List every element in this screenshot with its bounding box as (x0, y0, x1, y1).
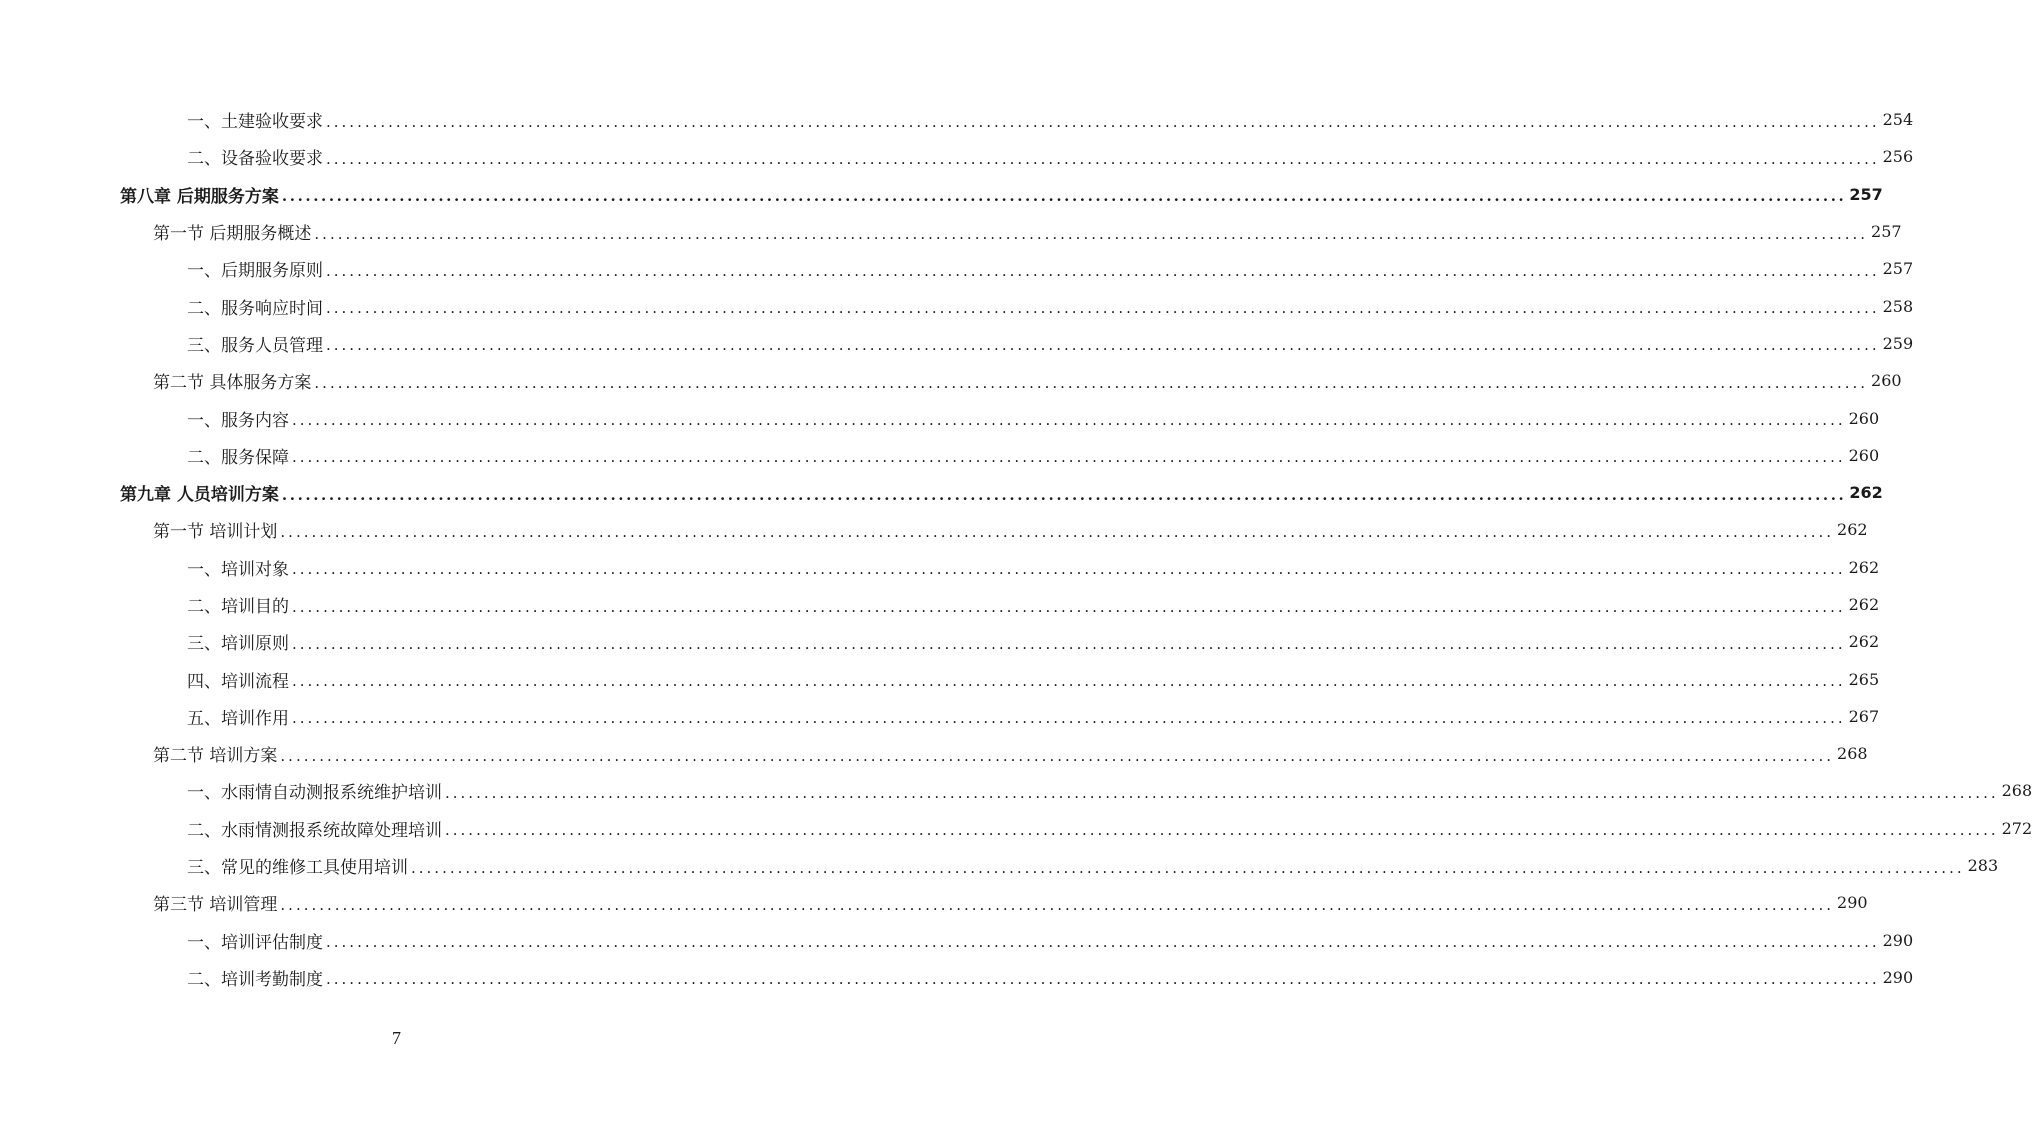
toc-entry-title: 一、水雨情自动测报系统维护培训 (187, 783, 442, 804)
toc-entry-page: 283 (1967, 856, 1999, 876)
toc-section-entry[interactable] (0, 511, 1868, 548)
toc-entry-page: 262 (1849, 483, 1883, 503)
dot-leader: ........................................................................................................................................................................................................ (281, 485, 1847, 504)
toc-entry-page: 262 (1837, 520, 1868, 540)
page-number: 7 (392, 1028, 401, 1048)
toc-entry-page: 260 (1871, 371, 1902, 391)
dot-leader: ........................................................................................................................................................................................................ (292, 709, 1846, 728)
toc-subsection-entry[interactable] (0, 922, 1914, 959)
toc-entry-title: 一、土建验收要求 (187, 112, 323, 133)
toc-entry-title: 第二节 具体服务方案 (153, 373, 312, 394)
toc-entry-title: 第一节 培训计划 (153, 522, 278, 543)
toc-subsection-entry[interactable] (0, 549, 1880, 586)
toc-entry-page: 290 (1882, 930, 1914, 950)
toc-entry-page: 260 (1848, 408, 1880, 428)
toc-entry-title: 第一节 后期服务概述 (153, 224, 312, 245)
toc-entry-page: 272 (2001, 818, 2032, 838)
toc-entry-title: 第三节 培训管理 (153, 895, 278, 916)
toc-entry-page: 259 (1882, 333, 1914, 353)
toc-entry-page: 260 (1848, 445, 1880, 465)
toc-entry-page: 267 (1848, 706, 1880, 726)
toc-subsection-entry[interactable] (0, 660, 1880, 697)
dot-leader: ........................................................................................................................................................................................................ (326, 970, 1880, 989)
toc-entry-title: 一、后期服务原则 (187, 261, 323, 282)
toc-entry-title: 四、培训流程 (187, 671, 289, 692)
toc-subsection-entry[interactable] (0, 772, 2032, 809)
dot-leader: ........................................................................................................................................................................................................ (292, 597, 1846, 616)
toc-entry-title: 二、水雨情测报系统故障处理培训 (187, 820, 442, 841)
toc-subsection-entry[interactable] (0, 138, 1914, 175)
dot-leader: ........................................................................................................................................................................................................ (445, 783, 1999, 802)
toc-entry-page: 262 (1848, 557, 1880, 577)
toc-entry-title: 二、培训考勤制度 (187, 969, 323, 990)
toc-entry-title: 一、培训对象 (187, 559, 289, 580)
table-of-contents (0, 101, 2032, 996)
toc-entry-title: 二、设备验收要求 (187, 149, 323, 170)
toc-entry-page: 290 (1837, 893, 1868, 913)
dot-leader: ........................................................................................................................................................................................................ (292, 448, 1846, 467)
toc-section-entry[interactable] (0, 213, 1902, 250)
toc-entry-title: 二、服务响应时间 (187, 298, 323, 319)
toc-entry-title: 第九章 人员培训方案 (120, 485, 279, 506)
dot-leader: ........................................................................................................................................................................................................ (280, 746, 1835, 765)
toc-entry-page: 257 (1871, 222, 1902, 242)
dot-leader: ........................................................................................................................................................................................................ (281, 187, 1847, 206)
dot-leader: ........................................................................................................................................................................................................ (280, 895, 1835, 914)
dot-leader: ........................................................................................................................................................................................................ (411, 858, 1965, 877)
toc-entry-title: 三、服务人员管理 (187, 335, 323, 356)
toc-entry-page: 265 (1848, 669, 1880, 689)
dot-leader: ........................................................................................................................................................................................................ (292, 634, 1846, 653)
toc-entry-page: 256 (1882, 147, 1914, 167)
toc-entry-page: 254 (1882, 110, 1914, 130)
toc-chapter-entry[interactable] (0, 176, 1883, 213)
dot-leader: ........................................................................................................................................................................................................ (314, 224, 1869, 243)
toc-entry-title: 五、培训作用 (187, 708, 289, 729)
toc-subsection-entry[interactable] (0, 847, 1999, 884)
dot-leader: ........................................................................................................................................................................................................ (314, 373, 1869, 392)
toc-subsection-entry[interactable] (0, 586, 1880, 623)
toc-entry-page: 257 (1882, 259, 1914, 279)
toc-entry-title: 一、培训评估制度 (187, 932, 323, 953)
toc-subsection-entry[interactable] (0, 325, 1914, 362)
dot-leader: ........................................................................................................................................................................................................ (326, 933, 1880, 952)
toc-entry-title: 三、常见的维修工具使用培训 (187, 858, 408, 879)
toc-entry-title: 第二节 培训方案 (153, 746, 278, 767)
dot-leader: ........................................................................................................................................................................................................ (280, 522, 1835, 541)
toc-entry-title: 第八章 后期服务方案 (120, 186, 279, 207)
toc-subsection-entry[interactable] (0, 810, 2032, 847)
toc-section-entry[interactable] (0, 735, 1868, 772)
toc-subsection-entry[interactable] (0, 698, 1880, 735)
dot-leader: ........................................................................................................................................................................................................ (326, 112, 1880, 131)
toc-subsection-entry[interactable] (0, 287, 1914, 324)
toc-entry-title: 三、培训原则 (187, 634, 289, 655)
dot-leader: ........................................................................................................................................................................................................ (292, 560, 1846, 579)
toc-entry-title: 二、培训目的 (187, 597, 289, 617)
toc-subsection-entry[interactable] (0, 623, 1880, 660)
dot-leader: ........................................................................................................................................................................................................ (326, 149, 1880, 168)
dot-leader: ........................................................................................................................................................................................................ (326, 261, 1880, 280)
dot-leader: ........................................................................................................................................................................................................ (292, 411, 1846, 430)
toc-section-entry[interactable] (0, 362, 1902, 399)
toc-subsection-entry[interactable] (0, 399, 1880, 436)
toc-entry-title: 二、服务保障 (187, 447, 289, 468)
dot-leader: ........................................................................................................................................................................................................ (292, 672, 1846, 691)
toc-subsection-entry[interactable] (0, 101, 1914, 138)
dot-leader: ........................................................................................................................................................................................................ (445, 821, 1999, 840)
toc-entry-page: 258 (1882, 296, 1914, 316)
toc-entry-page: 268 (2001, 781, 2032, 801)
dot-leader: ........................................................................................................................................................................................................ (326, 336, 1880, 355)
toc-subsection-entry[interactable] (0, 959, 1914, 996)
toc-entry-page: 262 (1848, 595, 1880, 614)
toc-entry-page: 262 (1848, 632, 1880, 652)
toc-subsection-entry[interactable] (0, 250, 1914, 287)
toc-entry-page: 268 (1837, 744, 1868, 764)
toc-entry-title: 一、服务内容 (187, 410, 289, 431)
toc-entry-page: 257 (1849, 184, 1883, 204)
toc-subsection-entry[interactable] (0, 437, 1880, 474)
toc-chapter-entry[interactable] (0, 474, 1883, 511)
dot-leader: ........................................................................................................................................................................................................ (326, 299, 1880, 318)
toc-entry-page: 290 (1882, 967, 1914, 987)
toc-section-entry[interactable] (0, 884, 1868, 921)
